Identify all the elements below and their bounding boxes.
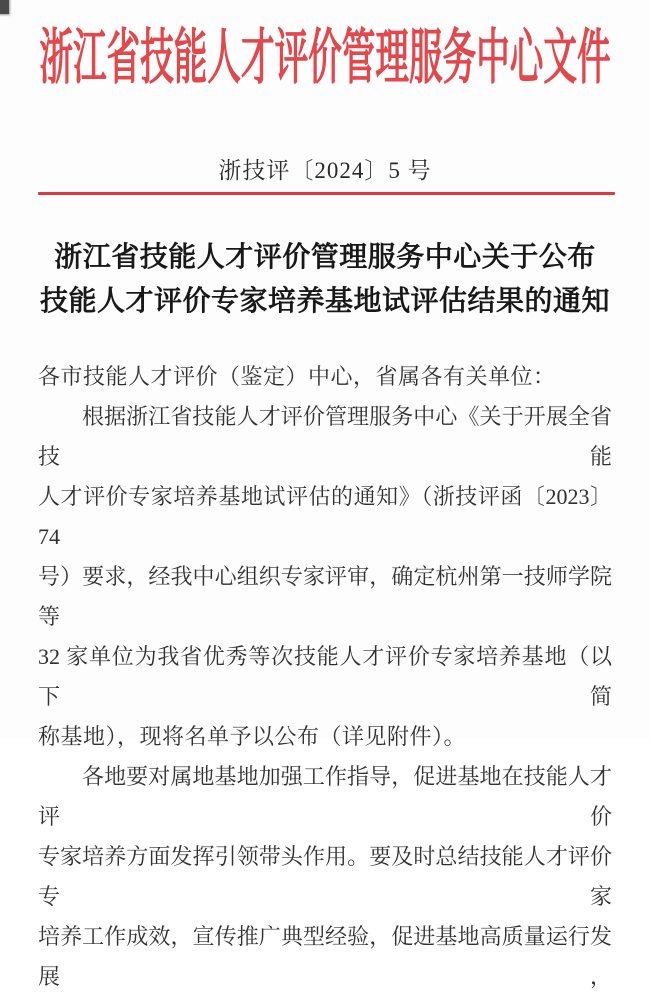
body-line: 根据浙江省技能人才评价管理服务中心《关于开展全省技能 bbox=[38, 404, 612, 469]
body-line: 称基地），现将名单予以公布（详见附件）。 bbox=[38, 724, 467, 749]
document-title-line-2: 技能人才评价专家培养基地试评估结果的通知 bbox=[39, 286, 610, 317]
body-line: 各地要对属地基地加强工作指导，促进基地在技能人才评价 bbox=[38, 764, 612, 829]
letterhead-org-title: 浙江省技能人才评价管理服务中心文件 bbox=[39, 25, 611, 91]
document-body bbox=[38, 357, 612, 997]
document-title-line-1: 浙江省技能人才评价管理服务中心关于公布 bbox=[54, 242, 596, 273]
document-letterhead bbox=[0, 10, 650, 96]
body-line: 人才评价专家培养基地试评估的通知》（浙技评函〔2023〕74 bbox=[38, 484, 612, 549]
doc-reference-number: 浙技评〔2024〕5 号 bbox=[218, 158, 432, 183]
body-line: 号）要求，经我中心组织专家评审，确定杭州第一技师学院等 bbox=[38, 564, 612, 629]
document-title bbox=[0, 236, 650, 324]
salutation-line: 各市技能人才评价（鉴定）中心，省属各有关单位： bbox=[38, 364, 556, 389]
body-line: 32 家单位为我省优秀等次技能人才评价专家培养基地（以下简 bbox=[38, 644, 612, 709]
red-divider-line bbox=[38, 192, 615, 195]
body-line: 培养工作成效，宣传推广典型经验，促进基地高质量运行发展， bbox=[38, 924, 612, 989]
body-line: 专家培养方面发挥引领带头作用。要及时总结技能人才评价专家 bbox=[38, 844, 612, 909]
